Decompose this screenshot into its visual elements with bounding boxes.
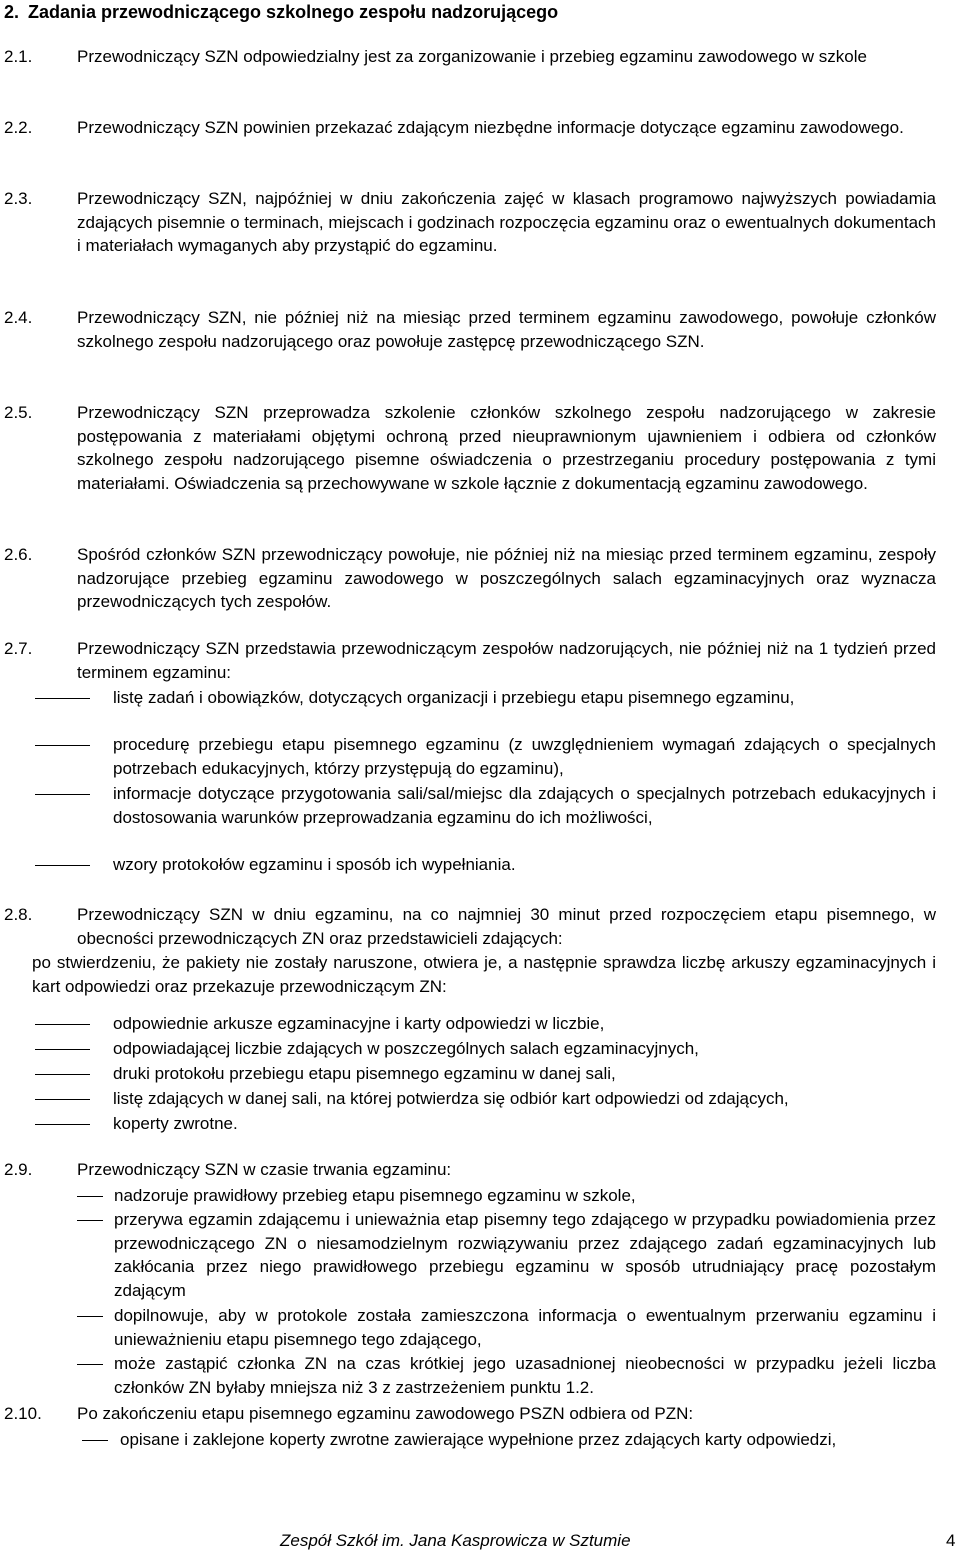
section-text: Przewodniczący SZN przeprowadza szkolenie członków szkolnego zespołu nadzorującego w zakresie postępowania z materiałami objętymi ochroną przed nieuprawnionym ujawnieniem i odbiera od członków szkolnego zespołu nadzorującego pisemne oświadczenia o przestrzeganiu procedury postępowania z tymi materiałami. Oświadczenia są przechowywane w szkole łącznie z dokumentacją egzaminu zawodowego. <box>77 403 936 494</box>
section-2-2 <box>4 116 936 140</box>
section-number: 2.10. <box>4 1404 42 1423</box>
section-number: 2.6. <box>4 545 33 564</box>
section-text: Przewodniczący SZN powinien przekazać zdającym niezbędne informacje dotyczące egzaminu zawodowego. <box>77 118 904 137</box>
section-2-4 <box>4 306 936 353</box>
section-text: Przewodniczący SZN, nie później niż na miesiąc przed terminem egzaminu zawodowego, powołuje członków szkolnego zespołu nadzorującego oraz powołuje zastępcę przewodniczącego SZN. <box>77 308 936 351</box>
section-number: 2.3. <box>4 189 33 208</box>
list-2-7 <box>35 686 936 877</box>
list-item: wzory protokołów egzaminu i sposób ich wypełniania. <box>35 853 936 877</box>
dash-bullet <box>35 1074 90 1075</box>
dash-bullet <box>35 1124 90 1125</box>
section-2-8-continuation: po stwierdzeniu, że pakiety nie zostały naruszone, otwiera je, a następnie sprawdza liczbę arkuszy egzaminacyjnych i kart odpowiedzi oraz przekazuje przewodniczącym ZN: <box>32 953 936 996</box>
heading-number: 2. <box>4 2 20 22</box>
section-2-5 <box>4 401 936 496</box>
list-item: listę zdających w danej sali, na której potwierdza się odbiór kart odpowiedzi od zdających, <box>35 1087 936 1112</box>
section-text: Przewodniczący SZN w czasie trwania egzaminu: <box>77 1160 452 1179</box>
section-text: Przewodniczący SZN, najpóźniej w dniu zakończenia zajęć w klasach programowo najwyższych powiadamia zdających pisemnie o terminach, miejscach i godzinach rozpoczęcia egzaminu oraz o ewentualnych dokumentach i materiałach wymaganych aby przystąpić do egzaminu. <box>77 189 936 256</box>
section-text: Przewodniczący SZN w dniu egzaminu, na co najmniej 30 minut przed rozpoczęciem etapu pisemnego, w obecności przewodniczących ZN oraz przedstawicieli zdających: <box>77 905 936 948</box>
dash-bullet <box>35 1049 90 1050</box>
list-2-9 <box>77 1184 936 1399</box>
section-number: 2.7. <box>4 639 33 658</box>
list-item: odpowiednie arkusze egzaminacyjne i karty odpowiedzi w liczbie, <box>35 1012 936 1037</box>
list-item: przerywa egzamin zdającemu i unieważnia etap pisemny tego zdającego w przypadku powiadomienia przez przewodniczącego ZN o niesamodzielnym rozwiązywaniu przez zdającego zadań egzaminacyjnych lub zakłócania przez niego prawidłowego przebiegu egzaminu w sposób utrudniający pracę pozostałym zdającym <box>77 1208 936 1304</box>
dash-bullet <box>35 698 90 699</box>
section-2-8 <box>4 903 936 950</box>
section-2-3 <box>4 187 936 258</box>
section-number: 2.1. <box>4 47 33 66</box>
section-number: 2.8. <box>4 905 33 924</box>
dash-bullet <box>77 1316 103 1317</box>
footer-school-name: Zespół Szkół im. Jana Kasprowicza w Sztumie <box>280 1531 631 1550</box>
section-number: 2.2. <box>4 118 33 137</box>
dash-bullet <box>35 1024 90 1025</box>
section-2-10 <box>4 1402 936 1426</box>
list-item: listę zadań i obowiązków, dotyczących organizacji i przebiegu etapu pisemnego egzaminu, <box>35 686 936 733</box>
list-item: opisane i zaklejone koperty zwrotne zawierające wypełnione przez zdających karty odpowiedzi, <box>82 1428 936 1452</box>
page-number: 4 <box>946 1531 956 1550</box>
section-text: Spośród członków SZN przewodniczący powołuje, nie później niż na miesiąc przed terminem egzaminu, zespoły nadzorujące przebieg egzaminu zawodowego w poszczególnych salach egzaminacyjnych oraz wyznacza przewodniczących tych zespołów. <box>77 545 936 612</box>
list-item: procedurę przebiegu etapu pisemnego egzaminu (z uwzględnieniem wymagań zdających o specjalnych potrzebach edukacyjnych, którzy przystępują do egzaminu), <box>35 733 936 782</box>
list-2-10 <box>82 1428 936 1452</box>
dash-bullet <box>77 1220 103 1221</box>
list-2-8 <box>35 1012 936 1136</box>
list-item: druki protokołu przebiegu etapu pisemnego egzaminu w danej sali, <box>35 1062 936 1087</box>
list-item: koperty zwrotne. <box>35 1112 936 1136</box>
dash-bullet <box>77 1196 103 1197</box>
section-heading <box>4 1 558 23</box>
dash-bullet <box>82 1440 108 1441</box>
list-item: może zastąpić członka ZN na czas krótkiej jego uzasadnionej nieobecności w przypadku jeżeli liczba członków ZN byłaby mniejsza niż 3 z zastrzeżeniem punktu 1.2. <box>77 1352 936 1399</box>
section-2-6 <box>4 543 936 614</box>
list-item: nadzoruje prawidłowy przebieg etapu pisemnego egzaminu w szkole, <box>77 1184 936 1208</box>
heading-title: Zadania przewodniczącego szkolnego zespołu nadzorującego <box>28 2 559 22</box>
dash-bullet <box>35 865 90 866</box>
section-text: Przewodniczący SZN przedstawia przewodniczącym zespołów nadzorujących, nie później niż na 1 tydzień przed terminem egzaminu: <box>77 639 936 682</box>
dash-bullet <box>77 1364 103 1365</box>
dash-bullet <box>35 794 90 795</box>
list-item: odpowiadającej liczbie zdających w poszczególnych salach egzaminacyjnych, <box>35 1037 936 1062</box>
section-2-9 <box>4 1158 936 1182</box>
section-2-1 <box>4 45 936 69</box>
section-text: Po zakończeniu etapu pisemnego egzaminu zawodowego PSZN odbiera od PZN: <box>77 1404 694 1423</box>
section-number: 2.5. <box>4 403 33 422</box>
list-item: dopilnowuje, aby w protokole została zamieszczona informacja o ewentualnym przerwaniu egzaminu i unieważnieniu etapu pisemnego tego zdającego, <box>77 1304 936 1352</box>
page-footer <box>0 1531 960 1555</box>
section-number: 2.4. <box>4 308 33 327</box>
dash-bullet <box>35 745 90 746</box>
section-number: 2.9. <box>4 1160 33 1179</box>
section-2-7 <box>4 637 936 684</box>
dash-bullet <box>35 1099 90 1100</box>
section-text: Przewodniczący SZN odpowiedzialny jest za zorganizowanie i przebieg egzaminu zawodowego w szkole <box>77 47 867 66</box>
list-item: informacje dotyczące przygotowania sali/sal/miejsc dla zdających o specjalnych potrzebach edukacyjnych i dostosowania warunków przeprowadzania egzaminu do ich możliwości, <box>35 782 936 853</box>
